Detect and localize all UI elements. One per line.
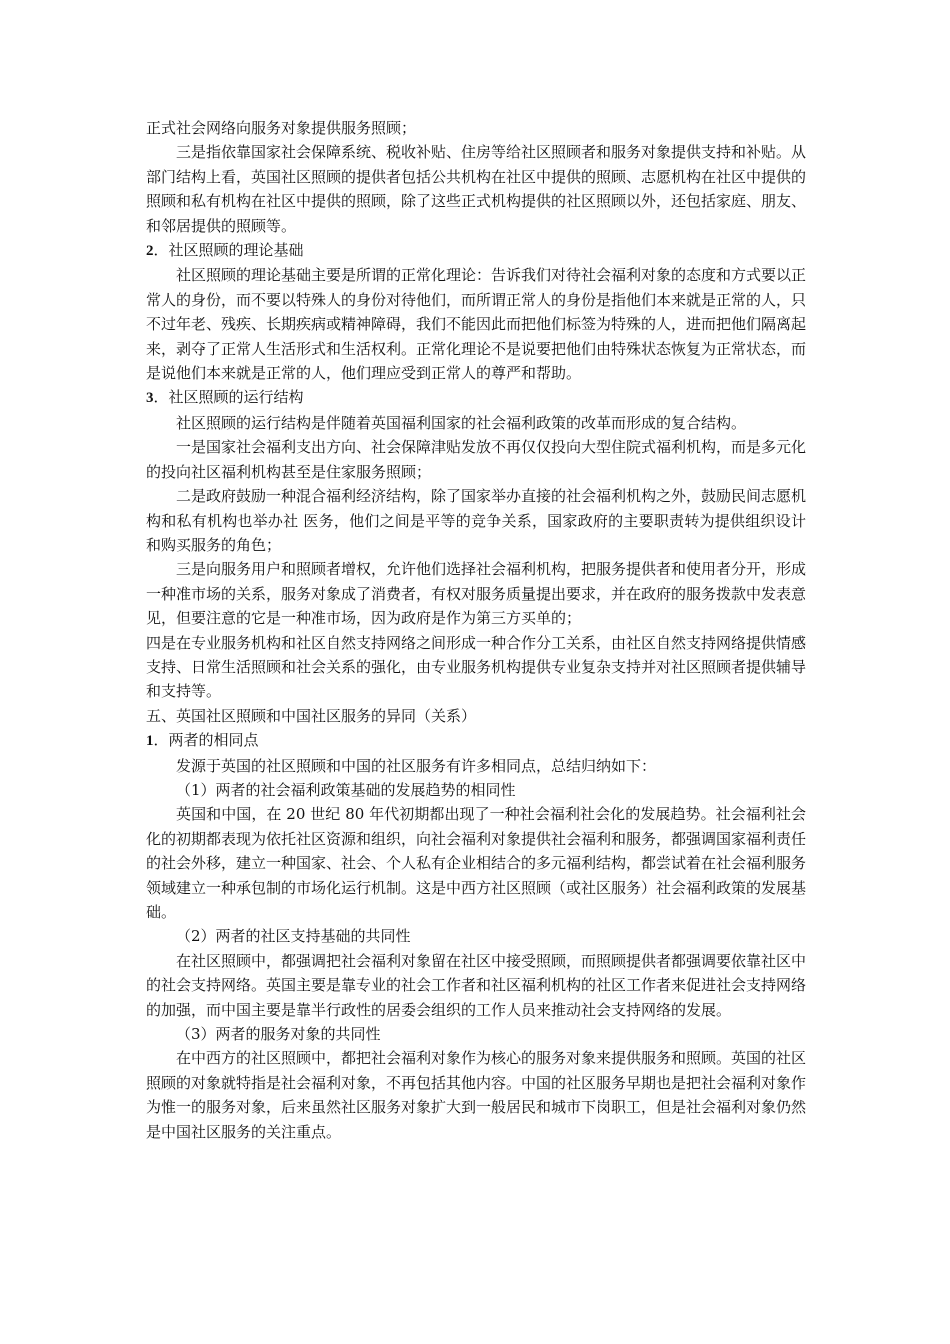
- subheading-policy-basis: （1）两者的社会福利政策基础的发展趋势的相同性: [176, 780, 516, 799]
- paragraph-structure-intro: 社区照顾的运行结构是伴随着英国福利国家的社会福利政策的改革而形成的复合结构。: [176, 413, 747, 432]
- paragraph-normalization-theory: 社区照顾的理论基础主要是所谓的正常化理论：告诉我们对待社会福利对象的态度和方式要以正常人的身份，而不要以特殊人的身份对待他们，而所谓正常人的身份是指他们本来就是正常的人，只不过年老、残疾、长期疾病或精神障碍，我们不能因此而把他们标签为特殊的人，进而把他们隔离起来，剥夺了正常人生活形式和生活权利。正常化理论不是说要把他们由特殊状态恢复为正常状态，而是说他们本来就是正常的人，他们理应受到正常人的尊严和帮助。: [146, 266, 807, 383]
- paragraph-continuation: 正式社会网络向服务对象提供服务照顾；: [146, 119, 417, 137]
- paragraph-point-four: 四是在专业服务机构和社区自然支持网络之间形成一种合作分工关系，由社区自然支持网络提供情感支持、日常生活照顾和社会关系的强化，由专业服务机构提供专业复杂支持并对社区照顾者提供辅导和支持等。: [146, 633, 807, 701]
- section-heading-structure: [146, 385, 806, 410]
- heading-text: ．社区照顾的理论基础: [153, 241, 304, 260]
- section-heading-similarities: [146, 728, 806, 753]
- heading-text: ．社区照顾的运行结构: [153, 388, 304, 407]
- paragraph-point-one: 一是国家社会福利支出方向、社会保障津贴发放不再仅仅投向大型住院式福利机构，而是多元化的投向社区福利机构甚至是住家服务照顾；: [146, 438, 807, 481]
- heading-number: 3: [146, 390, 154, 407]
- paragraph-service-targets: 在中西方的社区照顾中，都把社会福利对象作为核心的服务对象来提供服务和照顾。英国的社区照顾的对象就特指是社会福利对象，不再包括其他内容。中国的社区服务早期也是把社会福利对象作为惟一的服务对象，后来虽然社区服务对象扩大到一般居民和城市下岗职工，但是社会福利对象仍然是中国社区服务的关注重点。: [146, 1049, 807, 1141]
- document-page: [146, 116, 806, 1144]
- heading-text: ．两者的相同点: [153, 731, 259, 750]
- paragraph-community-support: 在社区照顾中，都强调把社会福利对象留在社区中接受照顾，而照顾提供者都强调要依靠社区中的社会支持网络。英国主要是靠专业的社会工作者和社区福利机构的社区工作者来促进社会支持网络的加强，而中国主要是靠半行政性的居委会组织的工作人员来推动社会支持网络的发展。: [146, 951, 807, 1019]
- heading-number: 2: [146, 243, 154, 260]
- subheading-community-support: （2）两者的社区支持基础的共同性: [176, 927, 411, 946]
- heading-number: 1: [146, 733, 154, 750]
- paragraph-similarities-intro: 发源于英国的社区照顾和中国的社区服务有许多相同点，总结归纳如下：: [176, 756, 657, 775]
- paragraph-point-three: 三是向服务用户和照顾者增权，允许他们选择社会福利机构，把服务提供者和使用者分开，形成一种准市场的关系，服务对象成了消费者，有权对服务质量提出要求，并在政府的服务拨款中发表意见，但要注意的它是一种准市场，因为政府是作为第三方买单的；: [146, 560, 807, 628]
- section-heading-comparison: 五、英国社区照顾和中国社区服务的异同（关系）: [146, 706, 477, 725]
- subheading-service-targets: （3）两者的服务对象的共同性: [176, 1025, 381, 1044]
- paragraph-policy-basis: 英国和中国，在 20 世纪 80 年代初期都出现了一种社会福利社会化的发展趋势。社会福利社会化的初期都表现为依托社区资源和组织，向社会福利对象提供社会福利和服务，都强调国家福利责任的社会外移，建立一种国家、社会、个人私有企业相结合的多元福利结构，都尝试着在社会福利服务领域建立一种承包制的市场化运行机制。这是中西方社区照顾（或社区服务）社会福利政策的发展基础。: [146, 805, 807, 921]
- paragraph-support-subsidy: 三是指依靠国家社会保障系统、税收补贴、住房等给社区照顾者和服务对象提供支持和补贴。从部门结构上看，英国社区照顾的提供者包括公共机构在社区中提供的照顾、志愿机构在社区中提供的照顾和私有机构在社区中提供的照顾，除了这些正式机构提供的社区照顾以外，还包括家庭、朋友、和邻居提供的照顾等。: [146, 143, 807, 235]
- section-heading-theory: [146, 238, 806, 263]
- paragraph-point-two: 二是政府鼓励一种混合福利经济结构，除了国家举办直接的社会福利机构之外，鼓励民间志愿机构和私有机构也举办社 医务，他们之间是平等的竞争关系，国家政府的主要职责转为提供组织设计和购买服务的角色；: [146, 487, 807, 554]
